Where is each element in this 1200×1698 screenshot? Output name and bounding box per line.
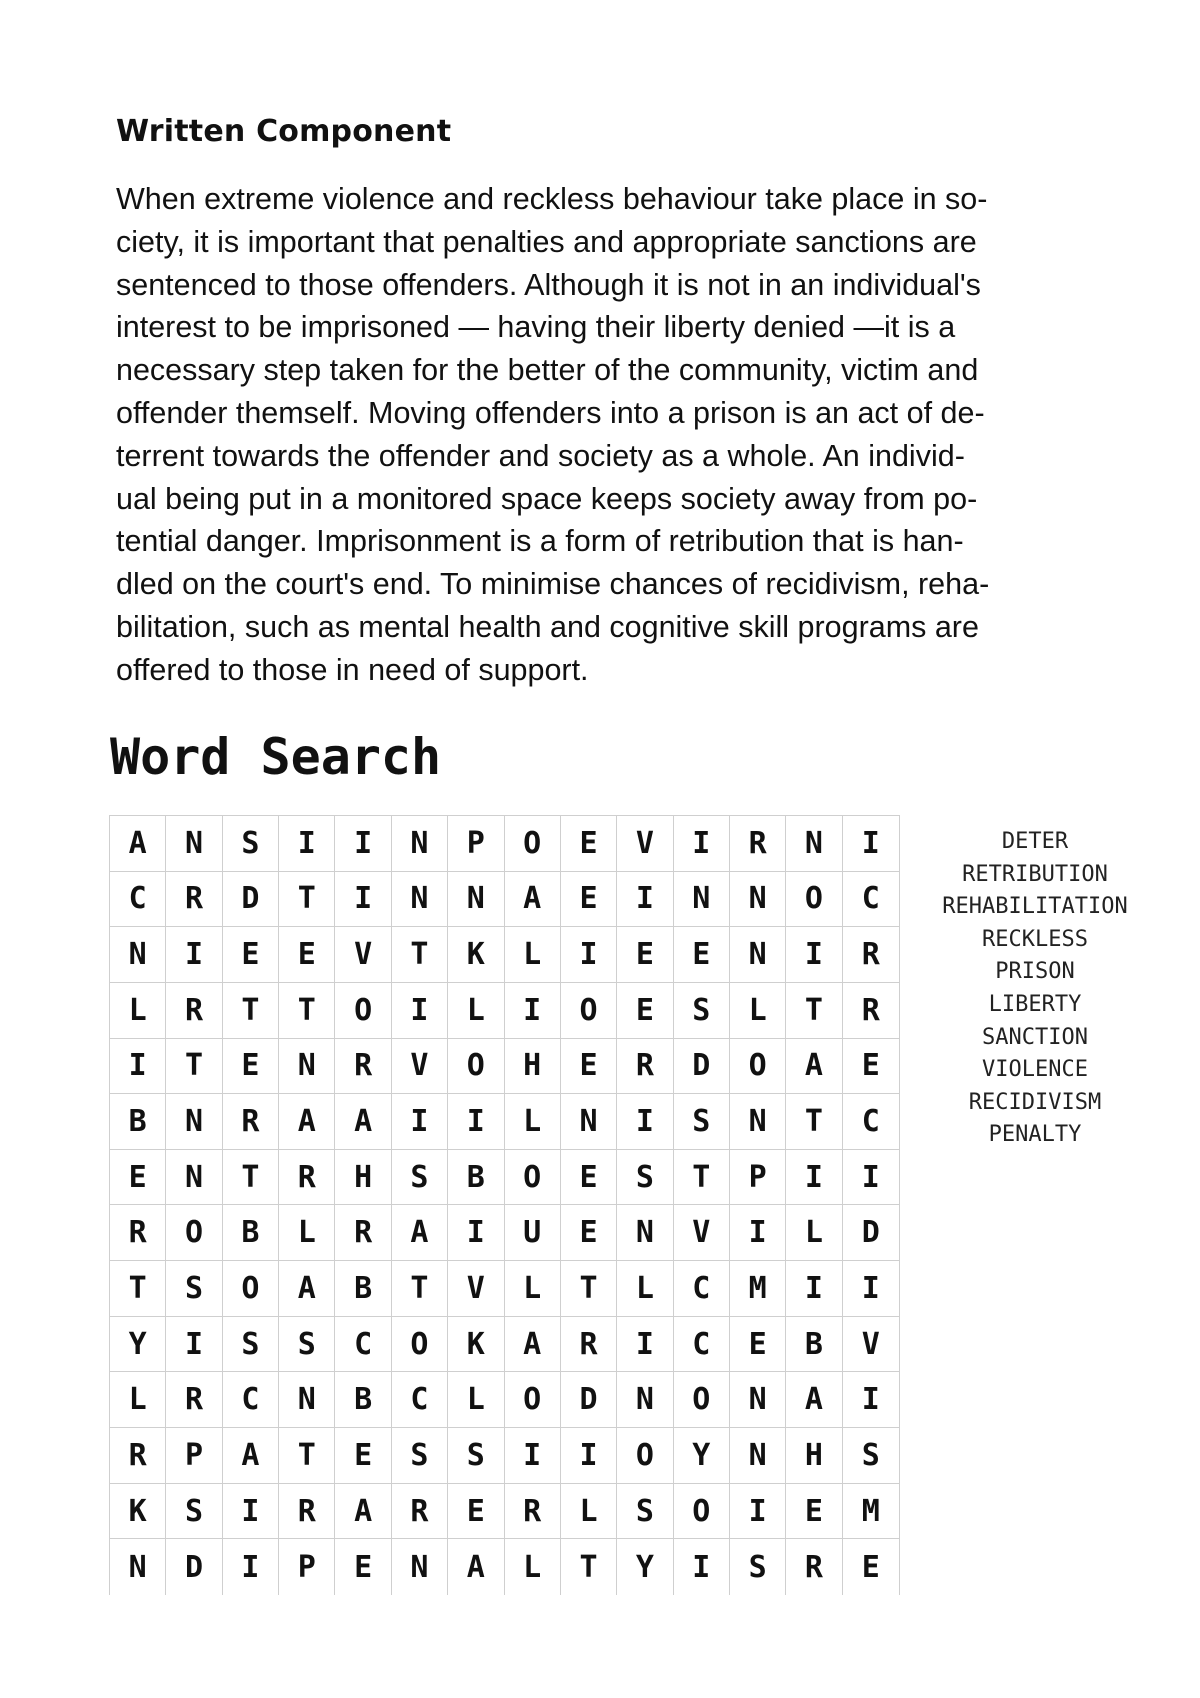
- word-list-item: RECIDIVISM: [968, 1089, 1102, 1115]
- grid-cell[interactable]: T: [166, 1039, 222, 1095]
- grid-cell[interactable]: E: [561, 1150, 617, 1206]
- grid-cell[interactable]: E: [617, 927, 673, 983]
- grid-cell[interactable]: H: [335, 1150, 391, 1206]
- grid-cell[interactable]: O: [786, 872, 842, 928]
- grid-cell[interactable]: R: [786, 1539, 842, 1595]
- grid-cell[interactable]: Y: [617, 1539, 673, 1595]
- grid-cell[interactable]: I: [730, 1205, 786, 1261]
- grid-cell[interactable]: L: [279, 1205, 335, 1261]
- grid-cell[interactable]: N: [730, 1094, 786, 1150]
- grid-cell[interactable]: N: [561, 1094, 617, 1150]
- grid-cell[interactable]: C: [674, 1317, 730, 1373]
- grid-cell[interactable]: T: [279, 872, 335, 928]
- grid-cell[interactable]: L: [448, 983, 504, 1039]
- grid-cell[interactable]: C: [223, 1372, 279, 1428]
- grid-cell[interactable]: N: [392, 1539, 448, 1595]
- paragraph-line: offender themself. Moving offenders into a prison is an act of de-: [116, 395, 985, 430]
- grid-cell[interactable]: S: [223, 1317, 279, 1373]
- grid-cell[interactable]: I: [786, 1150, 842, 1206]
- grid-cell[interactable]: P: [448, 816, 504, 872]
- word-list-item: VIOLENCE: [982, 1057, 1088, 1083]
- grid-cell[interactable]: S: [279, 1317, 335, 1373]
- grid-cell[interactable]: M: [730, 1261, 786, 1317]
- grid-cell[interactable]: N: [110, 927, 166, 983]
- grid-cell[interactable]: R: [617, 1039, 673, 1095]
- paragraph-line: bilitation, such as mental health and cognitive skill programs are: [116, 609, 979, 644]
- grid-cell[interactable]: R: [279, 1484, 335, 1540]
- grid-cell[interactable]: O: [674, 1484, 730, 1540]
- grid-cell[interactable]: E: [730, 1317, 786, 1373]
- grid-cell[interactable]: I: [448, 1094, 504, 1150]
- grid-cell[interactable]: T: [279, 983, 335, 1039]
- grid-cell[interactable]: D: [166, 1539, 222, 1595]
- grid-cell[interactable]: R: [392, 1484, 448, 1540]
- grid-cell[interactable]: T: [674, 1150, 730, 1206]
- grid-cell[interactable]: I: [674, 816, 730, 872]
- grid-cell[interactable]: E: [448, 1484, 504, 1540]
- paragraph-line: dled on the court's end. To minimise chances of recidivism, reha-: [116, 567, 990, 602]
- grid-cell[interactable]: L: [561, 1484, 617, 1540]
- grid-cell[interactable]: O: [335, 983, 391, 1039]
- grid-cell[interactable]: I: [392, 1094, 448, 1150]
- grid-cell[interactable]: S: [730, 1539, 786, 1595]
- paragraph-line: terrent towards the offender and society as a whole. An individ-: [116, 438, 965, 473]
- grid-cell[interactable]: T: [223, 983, 279, 1039]
- grid-cell[interactable]: N: [674, 872, 730, 928]
- grid-cell[interactable]: I: [505, 1428, 561, 1484]
- grid-cell[interactable]: A: [223, 1428, 279, 1484]
- grid-cell[interactable]: B: [335, 1261, 391, 1317]
- grid-cell[interactable]: V: [674, 1205, 730, 1261]
- grid-cell[interactable]: D: [843, 1205, 899, 1261]
- written-component-paragraph: [116, 178, 1076, 692]
- grid-cell[interactable]: Y: [110, 1317, 166, 1373]
- grid-cell[interactable]: I: [561, 927, 617, 983]
- grid-cell[interactable]: N: [617, 1372, 673, 1428]
- word-list-item: DETER: [1001, 829, 1069, 854]
- paragraph-line: tential danger. Imprisonment is a form of retribution that is han-: [116, 524, 964, 559]
- grid-cell[interactable]: N: [448, 872, 504, 928]
- grid-cell[interactable]: D: [223, 872, 279, 928]
- grid-cell[interactable]: S: [843, 1428, 899, 1484]
- grid-cell[interactable]: I: [166, 1317, 222, 1373]
- grid-cell[interactable]: C: [843, 1094, 899, 1150]
- word-list-item: LIBERTY: [988, 991, 1082, 1017]
- grid-cell[interactable]: S: [617, 1150, 673, 1206]
- grid-cell[interactable]: E: [335, 1539, 391, 1595]
- paragraph-line: ual being put in a monitored space keeps society away from po-: [116, 481, 978, 516]
- grid-cell[interactable]: R: [505, 1484, 561, 1540]
- grid-cell[interactable]: L: [110, 1372, 166, 1428]
- grid-cell[interactable]: O: [617, 1428, 673, 1484]
- grid-cell[interactable]: N: [392, 816, 448, 872]
- grid-cell[interactable]: R: [335, 1205, 391, 1261]
- grid-cell[interactable]: V: [617, 816, 673, 872]
- grid-cell[interactable]: O: [561, 983, 617, 1039]
- grid-cell[interactable]: A: [335, 1094, 391, 1150]
- word-search-title: Word Search: [110, 728, 442, 786]
- grid-cell[interactable]: L: [617, 1261, 673, 1317]
- grid-cell[interactable]: N: [730, 927, 786, 983]
- grid-cell[interactable]: E: [861, 1549, 880, 1585]
- grid-cell[interactable]: E: [561, 872, 617, 928]
- grid-cell[interactable]: I: [223, 1539, 279, 1595]
- grid-cell[interactable]: E: [786, 1484, 842, 1540]
- grid-cell[interactable]: L: [730, 983, 786, 1039]
- grid-cell[interactable]: R: [843, 983, 899, 1039]
- word-list: [930, 826, 1140, 1152]
- grid-cell[interactable]: E: [617, 983, 673, 1039]
- grid-cell[interactable]: A: [448, 1539, 504, 1595]
- grid-cell[interactable]: V: [335, 927, 391, 983]
- grid-cell[interactable]: I: [843, 1261, 899, 1317]
- grid-cell[interactable]: P: [166, 1428, 222, 1484]
- grid-cell[interactable]: N: [786, 816, 842, 872]
- grid-cell[interactable]: A: [505, 872, 561, 928]
- grid-cell[interactable]: S: [392, 1428, 448, 1484]
- grid-cell[interactable]: N: [279, 1372, 335, 1428]
- grid-cell[interactable]: S: [617, 1484, 673, 1540]
- grid-cell[interactable]: S: [223, 816, 279, 872]
- word-list-item: PRISON: [995, 959, 1075, 985]
- grid-cell[interactable]: R: [335, 1039, 391, 1095]
- grid-cell[interactable]: L: [505, 1261, 561, 1317]
- grid-cell[interactable]: E: [223, 927, 279, 983]
- grid-cell[interactable]: B: [110, 1094, 166, 1150]
- grid-cell[interactable]: V: [392, 1039, 448, 1095]
- word-list-item: SANCTION: [982, 1024, 1088, 1050]
- grid-cell[interactable]: I: [674, 1539, 730, 1595]
- grid-cell[interactable]: S: [674, 1094, 730, 1150]
- grid-cell[interactable]: R: [166, 983, 222, 1039]
- paragraph-line: offered to those in need of support.: [116, 652, 589, 687]
- grid-cell[interactable]: I: [730, 1484, 786, 1540]
- grid-cell[interactable]: T: [392, 927, 448, 983]
- grid-cell[interactable]: O: [730, 1039, 786, 1095]
- grid-cell[interactable]: O: [223, 1261, 279, 1317]
- grid-cell[interactable]: O: [674, 1372, 730, 1428]
- grid-cell[interactable]: H: [786, 1428, 842, 1484]
- grid-cell[interactable]: E: [110, 1150, 166, 1206]
- grid-cell[interactable]: U: [505, 1205, 561, 1261]
- grid-cell[interactable]: N: [279, 1039, 335, 1095]
- grid-cell[interactable]: D: [561, 1372, 617, 1428]
- grid-cell[interactable]: V: [448, 1261, 504, 1317]
- grid-cell[interactable]: I: [279, 816, 335, 872]
- grid-cell[interactable]: N: [166, 1150, 222, 1206]
- grid-cell[interactable]: T: [392, 1261, 448, 1317]
- written-component-heading: Written Component: [116, 114, 452, 149]
- grid-cell[interactable]: O: [166, 1205, 222, 1261]
- grid-cell[interactable]: T: [561, 1261, 617, 1317]
- grid-cell[interactable]: T: [223, 1150, 279, 1206]
- grid-cell[interactable]: R: [166, 1372, 222, 1428]
- grid-cell[interactable]: B: [223, 1205, 279, 1261]
- grid-cell[interactable]: M: [843, 1484, 899, 1540]
- grid-cell[interactable]: I: [786, 927, 842, 983]
- grid-cell[interactable]: A: [279, 1094, 335, 1150]
- grid-cell[interactable]: L: [448, 1372, 504, 1428]
- paragraph-line: ciety, it is important that penalties and appropriate sanctions are: [116, 224, 977, 259]
- grid-cell[interactable]: R: [223, 1094, 279, 1150]
- grid-cell[interactable]: C: [335, 1317, 391, 1373]
- grid-cell[interactable]: A: [505, 1317, 561, 1373]
- grid-cell[interactable]: K: [448, 927, 504, 983]
- grid-cell[interactable]: E: [674, 927, 730, 983]
- grid-cell[interactable]: P: [279, 1539, 335, 1595]
- grid-cell[interactable]: T: [786, 1094, 842, 1150]
- grid-cell[interactable]: I: [392, 983, 448, 1039]
- grid-cell[interactable]: I: [505, 983, 561, 1039]
- grid-cell[interactable]: E: [279, 927, 335, 983]
- grid-cell[interactable]: I: [843, 1372, 899, 1428]
- paragraph-line: necessary step taken for the better of the community, victim and: [116, 353, 979, 388]
- grid-cell[interactable]: R: [166, 872, 222, 928]
- grid-cell[interactable]: V: [843, 1317, 899, 1373]
- word-list-item: PENALTY: [988, 1122, 1082, 1148]
- grid-cell[interactable]: I: [166, 927, 222, 983]
- grid-cell[interactable]: R: [110, 1205, 166, 1261]
- grid-cell[interactable]: A: [335, 1484, 391, 1540]
- grid-cell[interactable]: S: [166, 1484, 222, 1540]
- grid-cell[interactable]: I: [786, 1261, 842, 1317]
- grid-cell[interactable]: R: [561, 1317, 617, 1373]
- grid-cell[interactable]: D: [674, 1039, 730, 1095]
- grid-cell[interactable]: B: [448, 1150, 504, 1206]
- grid-cell[interactable]: E: [335, 1428, 391, 1484]
- grid-cell[interactable]: K: [110, 1484, 166, 1540]
- grid-cell[interactable]: A: [786, 1039, 842, 1095]
- grid-cell[interactable]: S: [166, 1261, 222, 1317]
- grid-cell[interactable]: A: [110, 816, 166, 872]
- grid-cell[interactable]: I: [617, 872, 673, 928]
- grid-cell[interactable]: L: [505, 1094, 561, 1150]
- grid-cell[interactable]: I: [561, 1428, 617, 1484]
- grid-cell[interactable]: A: [279, 1261, 335, 1317]
- grid-cell[interactable]: O: [505, 1372, 561, 1428]
- grid-cell[interactable]: C: [110, 872, 166, 928]
- word-list-item: RETRIBUTION: [962, 861, 1108, 887]
- grid-cell[interactable]: L: [110, 983, 166, 1039]
- grid-cell[interactable]: T: [279, 1428, 335, 1484]
- grid-cell[interactable]: T: [110, 1261, 166, 1317]
- grid-cell[interactable]: R: [730, 816, 786, 872]
- grid-cell[interactable]: C: [674, 1261, 730, 1317]
- word-search-grid: [109, 815, 900, 1595]
- word-list-item: RECKLESS: [982, 926, 1088, 952]
- word-list-item: REHABILITATION: [942, 894, 1128, 920]
- grid-cell[interactable]: I: [223, 1484, 279, 1540]
- grid-cell[interactable]: N: [166, 816, 222, 872]
- grid-cell[interactable]: L: [505, 1539, 561, 1595]
- grid-cell[interactable]: I: [335, 872, 391, 928]
- grid-cell[interactable]: H: [505, 1039, 561, 1095]
- grid-cell[interactable]: E: [561, 1039, 617, 1095]
- grid-cell[interactable]: I: [843, 1150, 899, 1206]
- grid-cell[interactable]: I: [843, 816, 899, 872]
- grid-cell[interactable]: N: [730, 1372, 786, 1428]
- grid-cell[interactable]: I: [335, 816, 391, 872]
- grid-cell[interactable]: E: [843, 1039, 899, 1095]
- grid-cell[interactable]: N: [166, 1094, 222, 1150]
- grid-cell[interactable]: L: [505, 927, 561, 983]
- grid-cell[interactable]: S: [674, 983, 730, 1039]
- grid-cell[interactable]: I: [617, 1317, 673, 1373]
- grid-cell[interactable]: K: [448, 1317, 504, 1373]
- grid-cell[interactable]: O: [505, 1150, 561, 1206]
- grid-cell[interactable]: C: [843, 872, 899, 928]
- grid-cell[interactable]: B: [335, 1372, 391, 1428]
- paragraph-line: When extreme violence and reckless behaviour take place in so-: [116, 182, 988, 216]
- grid-cell[interactable]: B: [786, 1317, 842, 1373]
- grid-cell[interactable]: R: [843, 927, 899, 983]
- grid-cell[interactable]: N: [730, 872, 786, 928]
- grid-cell[interactable]: E: [223, 1039, 279, 1095]
- grid-cell[interactable]: N: [617, 1205, 673, 1261]
- paragraph-line: sentenced to those offenders. Although it is not in an individual's: [116, 267, 981, 302]
- grid-cell[interactable]: R: [279, 1150, 335, 1206]
- grid-cell[interactable]: P: [730, 1150, 786, 1206]
- grid-cell[interactable]: N: [110, 1539, 166, 1595]
- grid-cell[interactable]: T: [561, 1539, 617, 1595]
- grid-cell[interactable]: O: [392, 1317, 448, 1373]
- grid-cell[interactable]: N: [730, 1428, 786, 1484]
- grid-cell[interactable]: L: [786, 1205, 842, 1261]
- grid-cell[interactable]: C: [392, 1372, 448, 1428]
- grid-cell[interactable]: R: [110, 1428, 166, 1484]
- grid-cell[interactable]: E: [561, 816, 617, 872]
- grid-cell[interactable]: O: [448, 1039, 504, 1095]
- grid-cell[interactable]: T: [786, 983, 842, 1039]
- grid-cell[interactable]: I: [110, 1039, 166, 1095]
- grid-cell[interactable]: O: [505, 816, 561, 872]
- grid-cell[interactable]: E: [561, 1205, 617, 1261]
- grid-cell[interactable]: S: [392, 1150, 448, 1206]
- grid-cell[interactable]: S: [448, 1428, 504, 1484]
- grid-cell[interactable]: I: [448, 1205, 504, 1261]
- grid-cell[interactable]: A: [392, 1205, 448, 1261]
- paragraph-line: interest to be imprisoned — having their liberty denied —it is a: [116, 310, 956, 345]
- grid-cell[interactable]: I: [617, 1094, 673, 1150]
- grid-cell[interactable]: N: [392, 872, 448, 928]
- grid-cell[interactable]: A: [786, 1372, 842, 1428]
- grid-cell[interactable]: Y: [674, 1428, 730, 1484]
